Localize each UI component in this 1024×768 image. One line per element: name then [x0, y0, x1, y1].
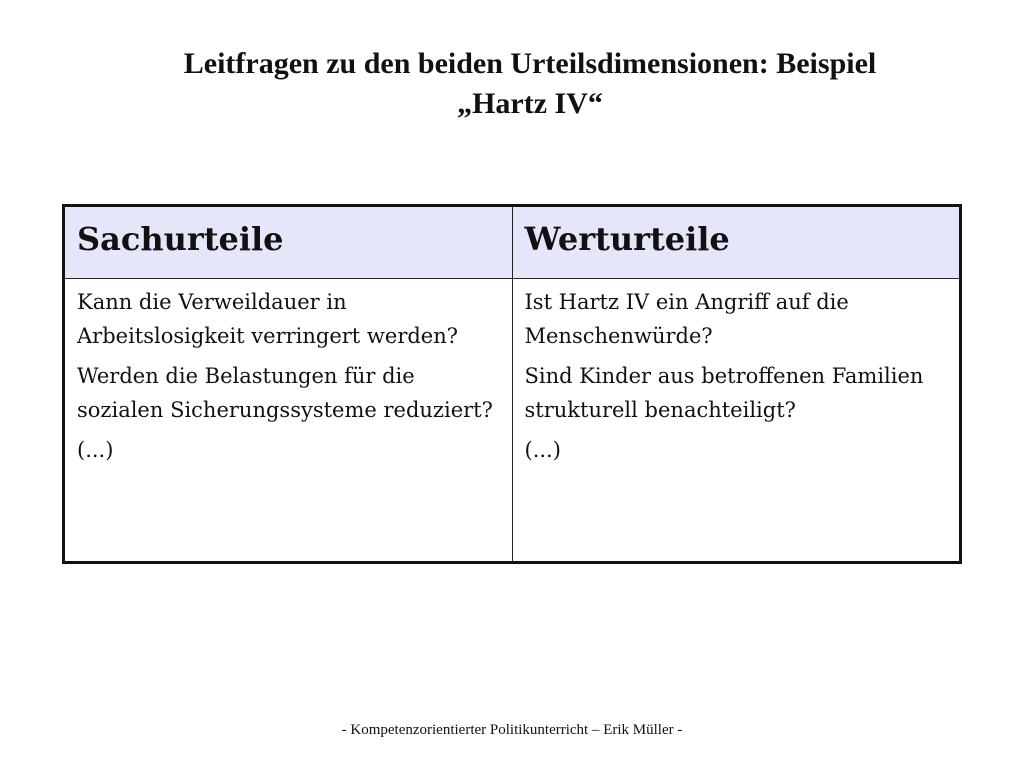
table-header-row [64, 206, 961, 279]
ellipsis-wert: (...) [524, 438, 561, 462]
question-wert-2: Sind Kinder aus betroffenen Familien strukturell benachteiligt? [524, 364, 924, 422]
question-sach-2: Werden die Belastungen für die sozialen Sicherungssysteme reduziert? [77, 364, 493, 422]
cell-werturteile [512, 279, 961, 563]
cell-sachurteile [64, 279, 513, 563]
slide-title [100, 44, 960, 124]
header-werturteile: Werturteile [512, 206, 961, 279]
question-sach-1: Kann die Verweildauer in Arbeitslosigkeit verringert werden? [77, 290, 459, 348]
slide-title-line-2: „Hartz IV“ [457, 87, 603, 120]
header-sachurteile: Sachurteile [64, 206, 513, 279]
footer-text: - Kompetenzorientierter Politikunterricht – Erik Müller - [341, 722, 683, 738]
table-row [64, 279, 961, 563]
ellipsis-sach: (...) [77, 438, 114, 462]
question-wert-1: Ist Hartz IV ein Angriff auf die Menschenwürde? [524, 290, 849, 348]
slide-title-line-1: Leitfragen zu den beiden Urteilsdimensionen: Beispiel [183, 47, 877, 80]
judgment-table [62, 204, 962, 564]
